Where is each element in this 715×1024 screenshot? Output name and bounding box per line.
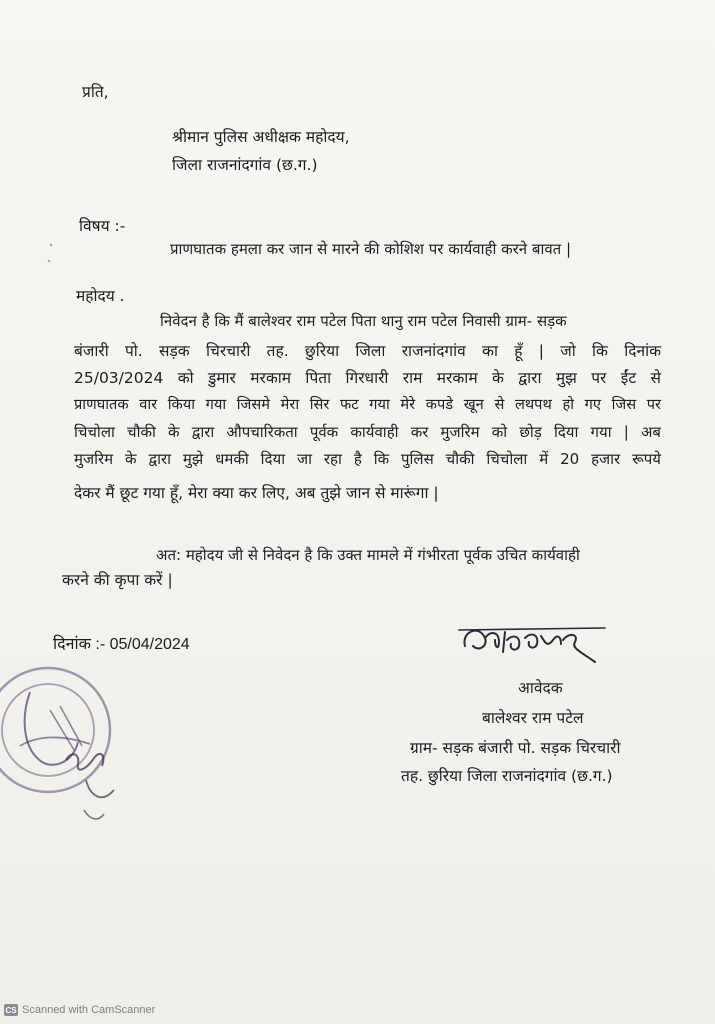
margin-marks xyxy=(44,240,64,280)
salutation-to: प्रति, xyxy=(82,83,109,101)
greeting: महोदय . xyxy=(76,287,125,305)
subject-text: प्राणघातक हमला कर जान से मारने की कोशिश पर कार्यवाही करने बावत | xyxy=(170,240,572,258)
body-line: मुजरिम के द्वारा मुझे धमकी दिया जा रहा है कि पुलिस चौकी चिचोला में 20 हजार रूपये xyxy=(74,450,661,468)
applicant-name: बालेश्वर राम पटेल xyxy=(482,709,584,727)
body-line: चिचोला चौकी के द्वारा औपचारिकता पूर्वक कार्यवाही कर मुजरिम को छोड़ दिया गया | अब xyxy=(74,423,661,441)
request-line-2: करने की कृपा करें | xyxy=(62,571,173,589)
received-stamp xyxy=(0,650,130,830)
camscanner-logo-icon: CS xyxy=(5,1005,17,1015)
body-line: निवेदन है कि मैं बालेश्वर राम पटेल पिता थानु राम पटेल निवासी ग्राम- सड़क xyxy=(160,312,567,330)
recipient-line-1: श्रीमान पुलिस अधीक्षक महोदय, xyxy=(172,128,350,146)
handwritten-signature xyxy=(455,612,615,672)
applicant-label: आवेदक xyxy=(518,679,563,697)
applicant-address-line-2: तह. छुरिया जिला राजनांदगांव (छ.ग.) xyxy=(401,767,613,785)
body-line: बंजारी पो. सड़क चिरचारी तह. छुरिया जिला राजनांदगांव का हूँ | जो कि दिनांक xyxy=(74,342,661,360)
body-line: प्राणघातक वार किया गया जिसमे मेरा सिर फट गया मेरे कपडे खून से लथपथ हो गए जिस पर xyxy=(74,396,661,413)
subject-label: विषय :- xyxy=(79,217,126,235)
body-line: 25/03/2024 को डुमार मरकाम पिता गिरधारी राम मरकाम के द्वारा मुझ पर ईंट से xyxy=(74,369,661,387)
scanner-watermark-text: Scanned with CamScanner xyxy=(22,1004,156,1016)
recipient-line-2: जिला राजनांदगांव (छ.ग.) xyxy=(172,156,318,174)
body-line: देकर मैं छूट गया हूँ, मेरा क्या कर लिए, अब तुझे जान से मारूंगा | xyxy=(74,484,439,502)
applicant-address-line-1: ग्राम- सड़क बंजारी पो. सड़क चिरचारी xyxy=(410,739,621,757)
request-line-1: अत: महोदय जी से निवेदन है कि उक्त मामले में गंभीरता पूर्वक उचित कार्यवाही xyxy=(156,546,580,564)
scanner-footer xyxy=(4,1004,155,1016)
date-text: दिनांक :- 05/04/2024 xyxy=(53,636,190,653)
